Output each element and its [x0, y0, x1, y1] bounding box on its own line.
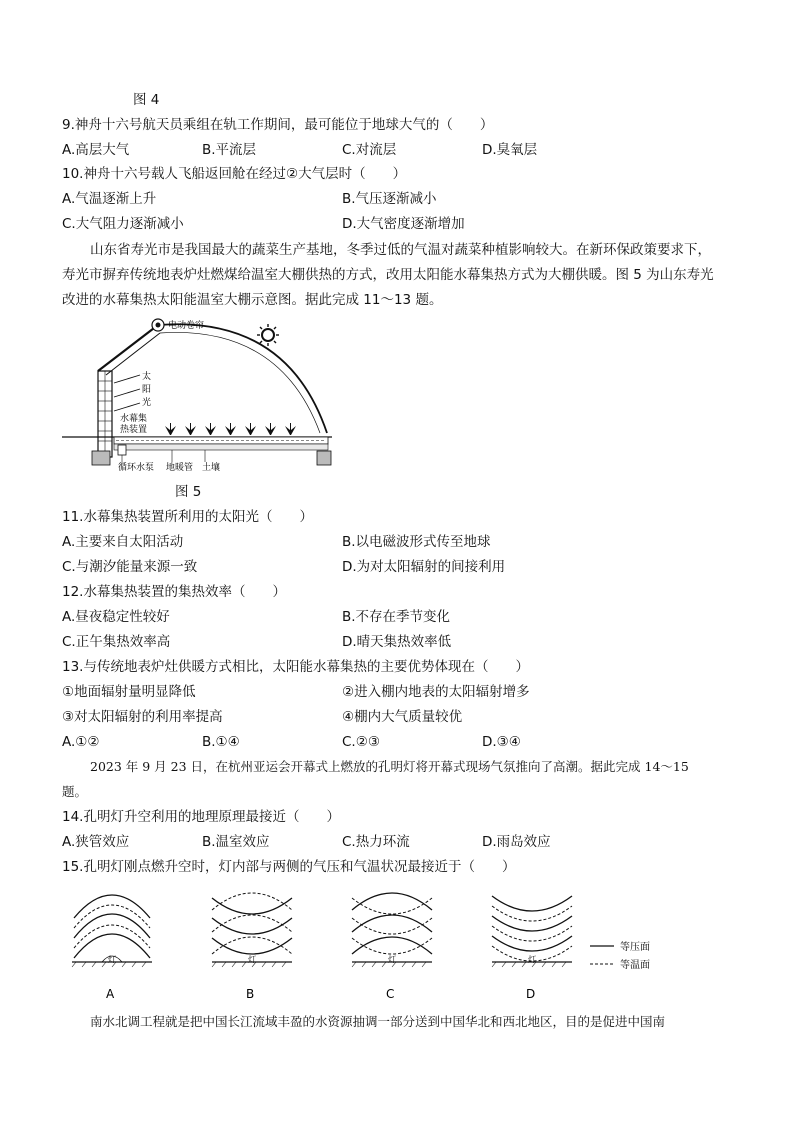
passage-1-line-1: 山东省寿光市是我国最大的蔬菜生产基地，冬季过低的气温对蔬菜种植影响较大。在新环保政策要求下，	[90, 242, 711, 258]
label-sun-1: 太	[142, 372, 152, 382]
question-13-stem: 13.与传统地表炉灶供暖方式相比，太阳能水幕集热的主要优势体现在（ ）	[62, 659, 529, 675]
question-12-stem: 12.水幕集热装置的集热效率（ ）	[62, 584, 286, 600]
question-13-option-c: C.②③	[342, 734, 380, 750]
lamp-label-d: 灯	[528, 955, 536, 964]
question-14-option-c: C.热力环流	[342, 834, 410, 850]
question-10-stem: 10.神舟十六号载人飞船返回舱在经过②大气层时（ ）	[62, 166, 407, 182]
label-sun-3: 光	[142, 398, 152, 408]
greenhouse-diagram	[62, 313, 342, 473]
label-sun-2: 阳	[142, 385, 152, 395]
question-9-option-a: A.高层大气	[62, 142, 130, 158]
question-11-option-b: B.以电磁波形式传至地球	[342, 534, 491, 550]
legend-isotherm: 等温面	[620, 960, 650, 971]
question-13-item-4: ④棚内大气质量较优	[342, 709, 463, 725]
diagram-b	[212, 893, 292, 1001]
figure-5-caption: 图 5	[175, 484, 202, 500]
lamp-label-c: 灯	[388, 955, 396, 964]
question-13-option-b: B.①④	[202, 734, 240, 750]
left-foundation	[92, 451, 110, 465]
diagram-d-label: D	[526, 987, 536, 1001]
lamp-label-b: 灯	[248, 955, 256, 964]
question-10-option-a: A.气温逐渐上升	[62, 191, 157, 207]
roof-back-inner	[106, 333, 160, 375]
figure-4-caption: 图 4	[133, 92, 160, 108]
diagram-c-label: C	[386, 987, 395, 1001]
question-13-item-1: ①地面辐射量明显降低	[62, 684, 196, 700]
question-9-option-c: C.对流层	[342, 142, 397, 158]
roof-back-slope	[98, 325, 158, 371]
passage-2-line-1: 2023 年 9 月 23 日，在杭州亚运会开幕式上燃放的孔明灯将开幕式现场气氛推向了高潮。据此完成 14～15	[90, 759, 689, 774]
label-water-curtain-2: 热装置	[120, 425, 148, 435]
label-circulation-pump: 循环水泵	[118, 463, 155, 473]
right-foundation	[317, 451, 331, 465]
label-water-curtain-1: 水幕集	[120, 414, 148, 424]
question-11-stem: 11.水幕集热装置所利用的太阳光（ ）	[62, 509, 313, 525]
label-soil: 土壤	[202, 463, 221, 473]
sun-icon	[257, 324, 279, 346]
question-13-item-2: ②进入棚内地表的太阳辐射增多	[342, 684, 530, 700]
diagram-a	[72, 895, 152, 1001]
question-10-option-d: D.大气密度逐渐增加	[342, 216, 465, 232]
question-15-stem: 15.孔明灯刚点燃升空时，灯内部与两侧的气压和气温状况最接近于（ ）	[62, 859, 516, 875]
question-14-option-a: A.狭管效应	[62, 834, 130, 850]
label-floor-heating-pipe: 地暖管	[166, 463, 194, 473]
plants	[165, 423, 296, 435]
question-13-option-d: D.③④	[482, 734, 521, 750]
question-11-option-c: C.与潮汐能量来源一致	[62, 559, 198, 575]
question-13-option-a: A.①②	[62, 734, 100, 750]
question-10-option-b: B.气压逐渐减小	[342, 191, 437, 207]
question-13-item-3: ③对太阳辐射的利用率提高	[62, 709, 223, 725]
passage-1-line-2: 寿光市摒弃传统地表炉灶燃煤给温室大棚供热的方式，改用太阳能水幕集热方式为大棚供暖。图 5 为山东寿光	[62, 267, 714, 283]
question-10-option-c: C.大气阻力逐渐减小	[62, 216, 184, 232]
question-9-option-d: D.臭氧层	[482, 142, 538, 158]
question-12-option-d: D.晴天集热效率低	[342, 634, 452, 650]
diagram-a-label: A	[106, 987, 115, 1001]
question-12-option-b: B.不存在季节变化	[342, 609, 451, 625]
question-9-option-b: B.平流层	[202, 142, 257, 158]
legend-isobar: 等压面	[620, 942, 650, 953]
question-12-option-c: C.正午集热效率高	[62, 634, 171, 650]
diagram-d	[492, 896, 572, 1001]
sunlight-arrows	[114, 375, 140, 411]
lamp-pressure-diagrams	[62, 880, 682, 1005]
question-12-option-a: A.昼夜稳定性较好	[62, 609, 170, 625]
passage-3-line-1: 南水北调工程就是把中国长江流域丰盈的水资源抽调一部分送到中国华北和西北地区，目的是促进中国南	[90, 1014, 666, 1029]
diagram-c	[352, 893, 432, 1001]
lamp-label-a: 灯	[108, 955, 116, 964]
passage-2-line-2: 题。	[62, 784, 88, 799]
diagram-b-label: B	[246, 987, 255, 1001]
roof-arch	[158, 324, 327, 433]
question-11-option-d: D.为对太阳辐射的间接利用	[342, 559, 506, 575]
label-electric-curtain: 电动卷帘	[168, 321, 205, 331]
soil-layer	[114, 444, 328, 450]
question-14-stem: 14.孔明灯升空利用的地理原理最接近（ ）	[62, 809, 340, 825]
question-11-option-a: A.主要来自太阳活动	[62, 534, 184, 550]
question-9-stem: 9.神舟十六号航天员乘组在轨工作期间，最可能位于地球大气的（ ）	[62, 117, 494, 133]
question-14-option-d: D.雨岛效应	[482, 834, 551, 850]
diagram-legend	[590, 940, 650, 971]
question-14-option-b: B.温室效应	[202, 834, 270, 850]
water-pump-icon	[118, 445, 126, 455]
passage-1-line-3: 改进的水幕集热太阳能温室大棚示意图。据此完成 11～13 题。	[62, 292, 443, 308]
roof-arch-inner	[160, 332, 320, 433]
